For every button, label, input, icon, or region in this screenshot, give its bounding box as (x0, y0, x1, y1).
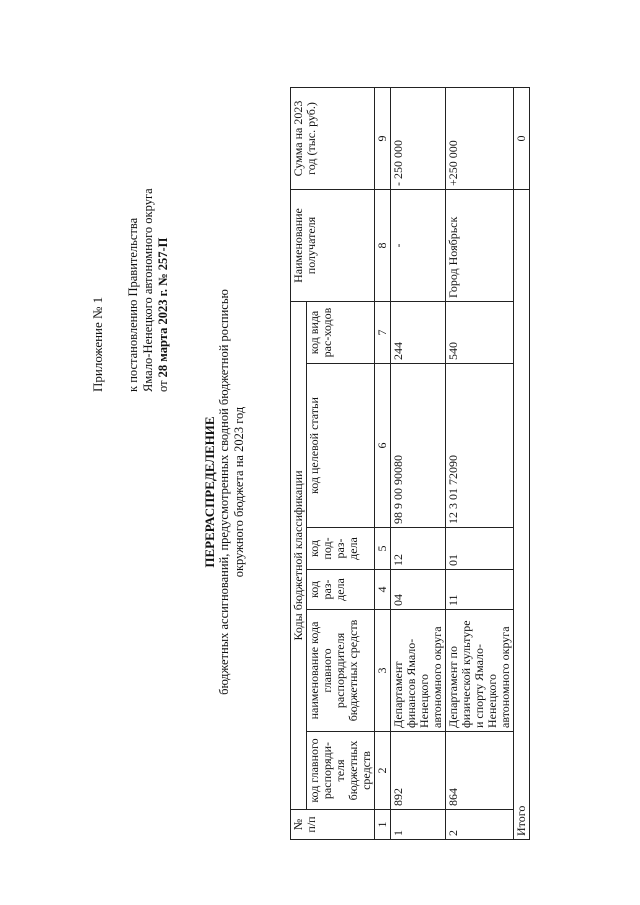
row-sum: - 250 000 (391, 88, 446, 190)
document-subtitle-line-1: бюджетных ассигнований, предусмотренных сводной бюджетной росписью (217, 289, 231, 695)
document-subtitle-line-2: окружного бюджета на 2023 год (232, 406, 246, 578)
header-expense-type: код вида рас-ходов (307, 302, 375, 364)
header-gr-name: наименование кода главного распорядителя бюджетных средств (307, 610, 375, 732)
row-target: 98 9 00 90080 (391, 364, 446, 528)
row-num: 2 (446, 810, 514, 840)
col-number: 6 (375, 364, 391, 528)
col-number: 8 (375, 190, 391, 302)
appendix-date-prefix: от (156, 377, 170, 392)
header-sum: Сумма на 2023 год (тыс. руб.) (291, 88, 375, 190)
row-section: 04 (391, 570, 446, 610)
row-subsection: 01 (446, 528, 514, 570)
row-target: 12 3 01 72090 (446, 364, 514, 528)
col-number: 3 (375, 610, 391, 732)
row-recipient: - (391, 190, 446, 302)
header-gr-code: код главного распоряди-теля бюджетных средств (307, 732, 375, 810)
row-expense-type: 244 (391, 302, 446, 364)
header-subsection: код под-раз-дела (307, 528, 375, 570)
header-recipient: Наименование получателя (291, 190, 375, 302)
total-sum: 0 (514, 88, 530, 190)
header-section: код раз-дела (307, 570, 375, 610)
appendix-date: 28 марта 2023 г. № 257-П (156, 237, 170, 378)
document-page (20, 12, 620, 892)
document-heading (202, 92, 247, 892)
col-number: 9 (375, 88, 391, 190)
row-gr-name: Департамент по физической культуре и спорту Ямало-Ненецкого автономного округа (446, 610, 514, 732)
col-number: 5 (375, 528, 391, 570)
header-codes-group: Коды бюджетной классификации (291, 302, 307, 810)
table-row (391, 88, 446, 840)
col-number: 4 (375, 570, 391, 610)
row-gr-code: 892 (391, 732, 446, 810)
row-recipient: Город Ноябрьск (446, 190, 514, 302)
row-sum: +250 000 (446, 88, 514, 190)
appendix-line-2: Ямало-Ненецкого автономного округа (141, 188, 155, 392)
col-number: 2 (375, 732, 391, 810)
row-gr-code: 864 (446, 732, 514, 810)
row-num: 1 (391, 810, 446, 840)
appendix-line-3 (156, 188, 171, 392)
appendix-line-1: к постановлению Правительства (126, 217, 140, 392)
header-target: код целевой статьи (307, 364, 375, 528)
row-section: 11 (446, 570, 514, 610)
row-gr-name: Департамент финансов Ямало-Ненецкого автономного округа (391, 610, 446, 732)
appendix-reference (126, 188, 171, 392)
total-row (514, 88, 530, 840)
document-title: ПЕРЕРАСПРЕДЕЛЕНИЕ (202, 416, 217, 568)
budget-table (290, 87, 530, 840)
row-expense-type: 540 (446, 302, 514, 364)
appendix-title: Приложение № 1 (90, 296, 105, 392)
col-number: 7 (375, 302, 391, 364)
table-row (446, 88, 514, 840)
header-num: № п/п (291, 810, 375, 840)
column-number-row (375, 88, 391, 840)
row-subsection: 12 (391, 528, 446, 570)
col-number: 1 (375, 810, 391, 840)
table-header-row (291, 88, 307, 840)
total-label: Итого (514, 190, 530, 840)
